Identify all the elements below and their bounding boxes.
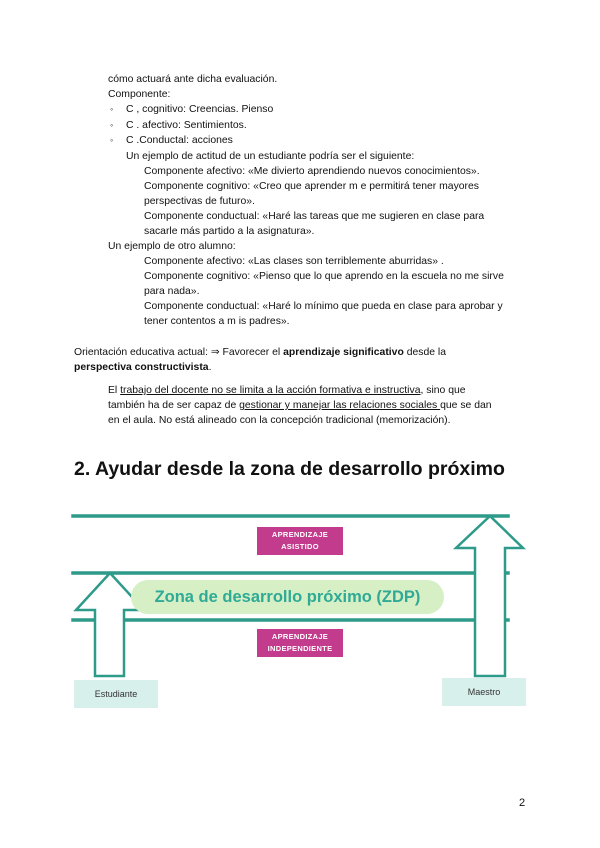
text-line: cómo actuará ante dicha evaluación. <box>108 74 278 85</box>
docente-line-2: también ha de ser capaz de gestionar y manejar las relaciones sociales que se dan <box>108 400 492 411</box>
student-box: Estudiante <box>74 680 158 708</box>
text-line: Componente cognitivo: «Pienso que lo que aprendo en la escuela no me sirve <box>144 271 504 282</box>
independent-learning-tag: APRENDIZAJE INDEPENDIENTE <box>257 629 343 657</box>
list-item: C . afectivo: Sentimientos. <box>126 120 247 131</box>
bullet-icon: ◦ <box>110 104 114 114</box>
page-number: 2 <box>519 797 526 809</box>
zdp-label: Zona de desarrollo próximo (ZDP) <box>131 580 444 614</box>
docente-line-3: en el aula. No está alineado con la concepción tradicional (memorización). <box>108 415 451 426</box>
text-line: Componente: <box>108 89 171 100</box>
text-line: Un ejemplo de actitud de un estudiante podría ser el siguiente: <box>126 151 415 162</box>
text-line: Componente conductual: «Haré las tareas que me sugieren en clase para <box>144 211 485 222</box>
text-line: Componente afectivo: «Me divierto aprendiendo nuevos conocimientos». <box>144 166 480 177</box>
orientation-line-2: perspectiva constructivista. <box>74 362 212 373</box>
list-item: C , cognitivo: Creencias. Pienso <box>126 104 274 115</box>
text-line: tener contentos a m is padres». <box>144 316 290 327</box>
teacher-arrow-icon <box>456 516 523 676</box>
text-line: sacarle más partido a la asignatura». <box>144 226 315 237</box>
section-heading: 2. Ayudar desde la zona de desarrollo próximo <box>74 458 505 480</box>
docente-line-1: El trabajo del docente no se limita a la acción formativa e instructiva, sino que <box>108 385 466 396</box>
text-line: Un ejemplo de otro alumno: <box>108 241 236 252</box>
student-arrow-icon <box>76 573 144 676</box>
text-line: Componente afectivo: «Las clases son terriblemente aburridas» . <box>144 256 444 267</box>
bullet-icon: ◦ <box>110 120 114 130</box>
text-line: Componente conductual: «Haré lo mínimo que pueda en clase para aprobar y <box>144 301 503 312</box>
teacher-box: Maestro <box>442 678 526 706</box>
orientation-line-1: Orientación educativa actual: ⇒ Favorecer el aprendizaje significativo desde la <box>74 347 446 358</box>
text-line: para nada». <box>144 286 200 297</box>
text-line: Componente cognitivo: «Creo que aprender m e permitirá tener mayores <box>144 181 479 192</box>
assisted-learning-tag: APRENDIZAJE ASISTIDO <box>257 527 343 555</box>
list-item: C .Conductal: acciones <box>126 135 233 146</box>
bullet-icon: ◦ <box>110 135 114 145</box>
text-line: perspectivas de futuro». <box>144 196 255 207</box>
